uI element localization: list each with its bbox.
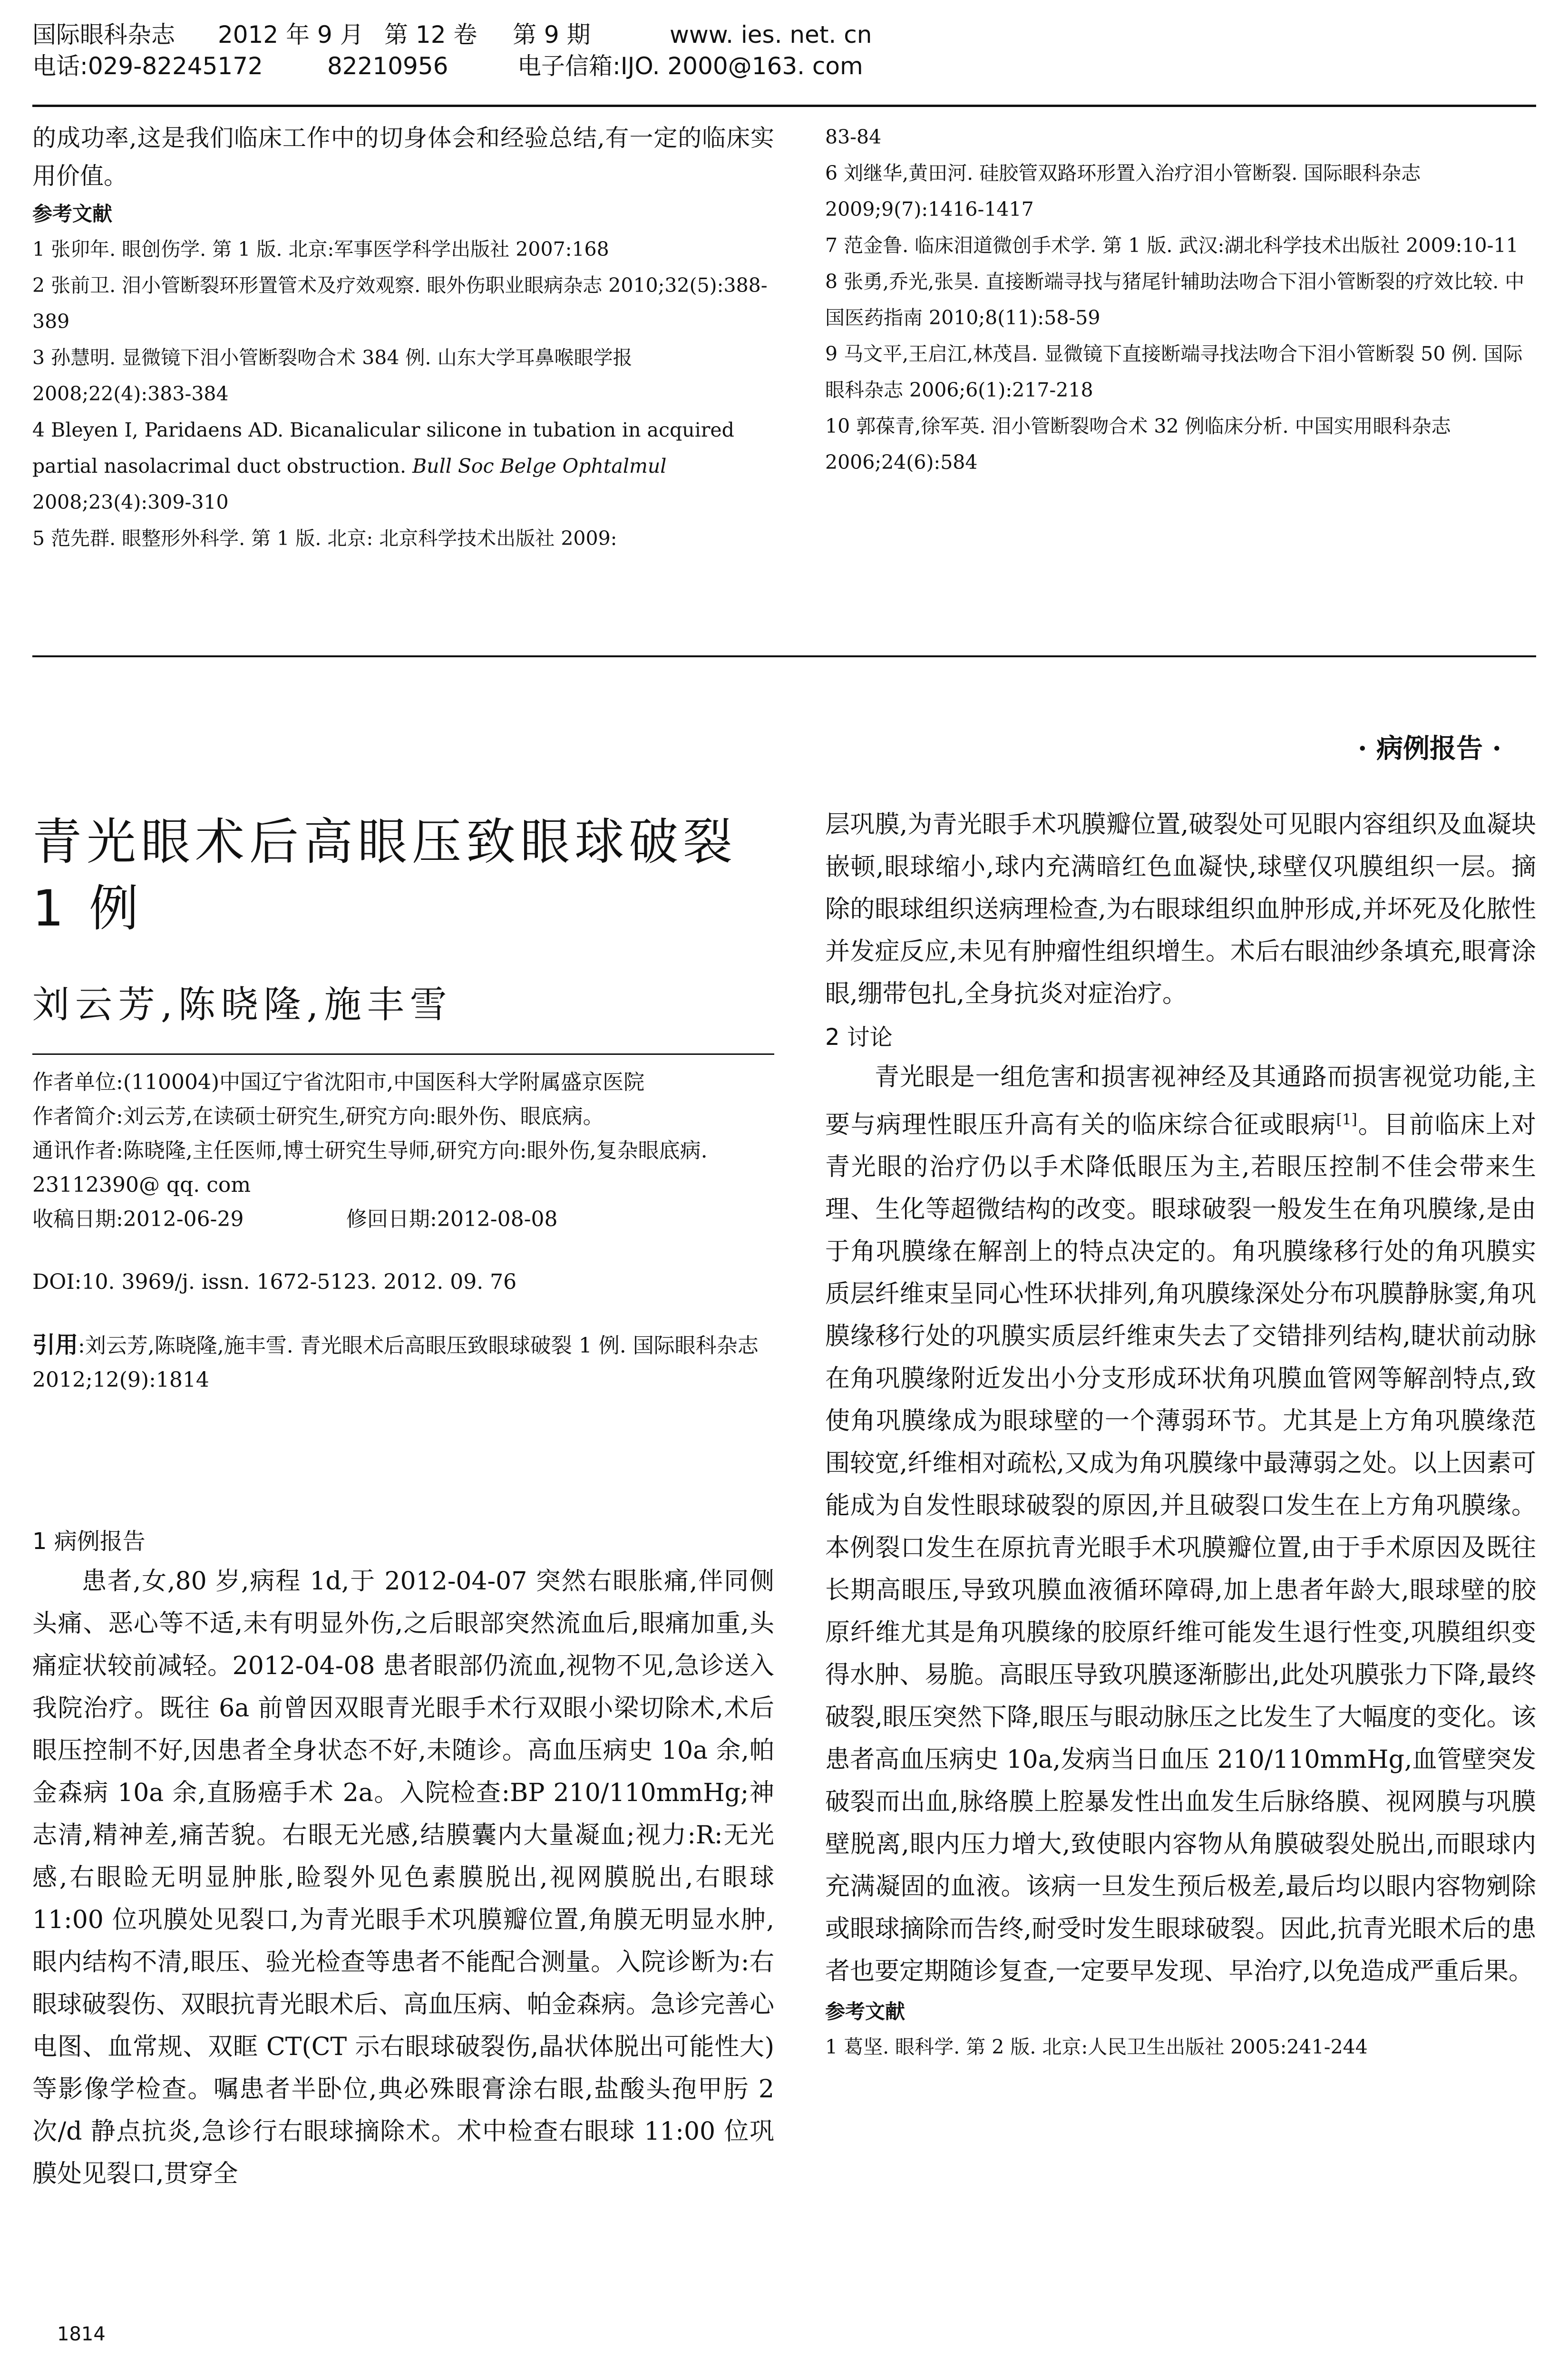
ref-1: 1 葛坚. 眼科学. 第 2 版. 北京:人民卫生出版社 2005:241-244: [825, 2036, 1368, 2059]
article-authors: 刘云芳,陈晓隆,施丰雪: [32, 984, 453, 1026]
prev-ref-3: 3 孙慧明. 显微镜下泪小管断裂吻合术 384 例. 山东大学耳鼻喉眼学报 2008;22(4):383-384: [32, 346, 633, 405]
email: 电子信箱:IJO. 2000@163. com: [517, 52, 863, 80]
prev-article-text: 的成功率,这是我们临床工作中的切身体会和经验总结,有一定的临床实用价值。: [32, 124, 774, 190]
article-separator-rule: [32, 655, 1536, 657]
revised-date: 修回日期:2012-08-08: [346, 1207, 558, 1231]
prev-article-left-column: [32, 119, 774, 556]
prev-ref-2: 2 张前卫. 泪小管断裂环形置管术及疗效观察. 眼外伤职业眼病杂志 2010;32(5):388-389: [32, 274, 768, 333]
citation-label: 引用: [32, 1332, 78, 1358]
header-line-2: [32, 50, 1535, 82]
prev-ref-5: 5 范先群. 眼整形外科学. 第 1 版. 北京: 北京科学技术出版社 2009:: [32, 527, 617, 550]
prev-ref-9: 9 马文平,王启江,林茂昌. 显微镜下直接断端寻找法吻合下泪小管断裂 50 例. 国际眼科杂志 2006;6(1):217-218: [825, 342, 1523, 401]
article-right-column: [825, 804, 1536, 2065]
prev-ref-4-journal: Bull Soc Belge Ophtalmul: [412, 455, 667, 477]
section-2-text-b: 。目前临床上对青光眼的治疗仍以手术降低眼压为主,若眼压控制不佳会带来生理、生化等超微结构的改变。眼球破裂一般发生在角巩膜缘,是由于角巩膜缘在解剖上的特点决定的。角巩膜缘移行处的角巩膜实质层纤维束呈同心性环状排列,角巩膜缘深处分布巩膜静脉窦,角巩膜缘移行处的巩膜实质层纤维束失去了交错排列结构,睫状前动脉在角巩膜缘附近发出小分支形成环状角巩膜血管网等解剖特点,致使角巩膜缘成为眼球壁的一个薄弱环节。尤其是上方角巩膜缘范围较宽,纤维相对疏松,又成为角巩膜缘中最薄弱之处。以上因素可能成为自发性眼球破裂的原因,并且破裂口发生在上方角巩膜缘。本例裂口发生在原抗青光眼手术巩膜瓣位置,由于手术原因及既往长期高眼压,导致巩膜血液循环障碍,加上患者年龄大,眼球壁的胶原纤维尤其是角巩膜缘的胶原纤维可能发生退行性变,巩膜组织变得水肿、易脆。高眼压导致巩膜逐渐膨出,此处巩膜张力下降,最终破裂,眼压突然下降,眼压与眼动脉压之比发生了大幅度的变化。该患者高血压病史 10a,发病当日血压 210/110mmHg,血管壁突发破裂而出血,脉络膜上腔暴发性出血发生后脉络膜、视网膜与巩膜壁脱离,眼内压力增大,致使眼内容物从角膜破裂处脱出,而眼球内充满凝固的血液。该病一旦发生预后极差,最后均以眼内容物剜除或眼球摘除而告终,耐受时发生眼球破裂。因此,抗青光眼术后的患者也要定期随诊复查,一定要早发现、早治疗,以免造成严重后果。: [825, 1111, 1536, 1986]
section-1-heading: 1 病例报告: [32, 1528, 146, 1555]
prev-ref-4-main: 4 Bleyen I, Paridaens AD. Bicanalicular silicone in tubation in acquired partial nasolacrimal duct obstruction.: [32, 419, 734, 477]
prev-ref-5-cont: 83-84: [825, 126, 882, 148]
prev-ref-1: 1 张卯年. 眼创伤学. 第 1 版. 北京:军事医学科学出版社 2007:168: [32, 238, 609, 261]
prev-ref-4-tail: 2008;23(4):309-310: [32, 491, 229, 514]
phone-2: 82210956: [327, 52, 448, 80]
section-2-text-a: 青光眼是一组危害和损害视神经及其通路而损害视觉功能,主要与病理性眼压升高有关的临床综合征或眼病: [825, 1063, 1536, 1140]
received-date: 收稿日期:2012-06-29: [32, 1207, 244, 1231]
running-header: [32, 19, 1535, 82]
prev-ref-6: 6 刘继华,黄田河. 硅胶管双路环形置入治疗泪小管断裂. 国际眼科杂志 2009;9(7):1416-1417: [825, 162, 1421, 221]
doi: DOI:10. 3969/j. issn. 1672-5123. 2012. 09. 76: [32, 1270, 517, 1294]
phone: 电话:029-82245172: [32, 52, 263, 80]
citation: [32, 1328, 774, 1397]
prev-article-right-column: [825, 119, 1536, 480]
dates: [32, 1202, 774, 1237]
prev-ref-10: 10 郭葆青,徐军英. 泪小管断裂吻合术 32 例临床分析. 中国实用眼科杂志 2006;24(6):584: [825, 415, 1451, 474]
prev-ref-7: 7 范金鲁. 临床泪道微创手术学. 第 1 版. 武汉:湖北科学技术出版社 2009:10-11: [825, 234, 1519, 257]
prev-ref-4: [32, 412, 774, 520]
corresponding-author: 通讯作者:陈晓隆,主任医师,博士研究生导师,研究方向:眼外伤,复杂眼底病. 23112390@ qq. com: [32, 1139, 708, 1197]
article-title: 青光眼术后高眼压致眼球破裂 1 例: [32, 813, 738, 937]
website: www. ies. net. cn: [670, 21, 872, 49]
citation-marker: [1]: [1336, 1111, 1357, 1128]
page-number: 1814: [57, 2323, 106, 2345]
ref-heading: 参考文献: [825, 2000, 906, 2024]
affiliation: 作者单位:(110004)中国辽宁省沈阳市,中国医科大学附属盛京医院: [32, 1070, 645, 1094]
section-1-text: 患者,女,80 岁,病程 1d,于 2012-04-07 突然右眼胀痛,伴同侧头痛、恶心等不适,未有明显外伤,之后眼部突然流血后,眼痛加重,头痛症状较前减轻。2012-04-08 患者眼部仍流血,视物不见,急诊送入我院治疗。既往 6a 前曾因双眼青光眼手术行双眼小梁切除术,术后眼压控制不好,因患者全身状态不好,未随诊。高血压病史 10a 余,帕金森病 10a 余,直肠癌手术 2a。入院检查:BP 210/110mmHg;神志清,精神差,痛苦貌。右眼无光感,结膜囊内大量凝血;视力:R:无光感,右眼睑无明显肿胀,睑裂外见色素膜脱出,视网膜脱出,右眼球 11:00 位巩膜处见裂口,为青光眼手术巩膜瓣位置,角膜无明显水肿,眼内结构不清,眼压、验光检查等患者不能配合测量。入院诊断为:右眼球破裂伤、双眼抗青光眼术后、高血压病、帕金森病。急诊完善心电图、血常规、双眶 CT(CT 示右眼球破裂伤,晶状体脱出可能性大)等影像学检查。嘱患者半卧位,典必殊眼膏涂右眼,盐酸头孢甲肟 2 次/d 静点抗炎,急诊行右眼球摘除术。术中检查右眼球 11:00 位巩膜处见裂口,贯穿全: [32, 1567, 775, 2188]
header-line-1: [32, 19, 1535, 50]
citation-text: :刘云芳,陈晓隆,施丰雪. 青光眼术后高眼压致眼球破裂 1 例. 国际眼科杂志 2012;12(9):1814: [32, 1334, 759, 1392]
header-rule: [32, 105, 1536, 107]
prev-ref-8: 8 张勇,乔光,张昊. 直接断端寻找与猪尾针辅助法吻合下泪小管断裂的疗效比较. 中国医药指南 2010;8(11):58-59: [825, 270, 1525, 329]
journal-name: 国际眼科杂志: [32, 21, 175, 49]
author-rule: [32, 1053, 774, 1055]
prev-ref-heading: 参考文献: [32, 202, 113, 225]
section-2-text: [825, 1056, 1536, 1993]
issue-date: 2012 年 9 月: [218, 21, 364, 49]
author-bio: 作者简介:刘云芳,在读硕士研究生,研究方向:眼外伤、眼底病。: [32, 1104, 604, 1129]
issue-number: 第 9 期: [513, 21, 591, 49]
section-2-heading: 2 讨论: [825, 1024, 893, 1051]
volume: 第 12 卷: [384, 21, 477, 49]
section-tag: · 病例报告 ·: [1358, 733, 1501, 764]
article-left-column: [32, 1520, 774, 2195]
article-metadata: [32, 1065, 774, 1397]
section-1-continued: 层巩膜,为青光眼手术巩膜瓣位置,破裂处可见眼内容组织及血凝块嵌顿,眼球缩小,球内充满暗红色血凝快,球壁仅巩膜组织一层。摘除的眼球组织送病理检查,为右眼球组织血肿形成,并坏死及化脓性并发症反应,未见有肿瘤性组织增生。术后右眼油纱条填充,眼膏涂眼,绷带包扎,全身抗炎对症治疗。: [825, 810, 1536, 1008]
